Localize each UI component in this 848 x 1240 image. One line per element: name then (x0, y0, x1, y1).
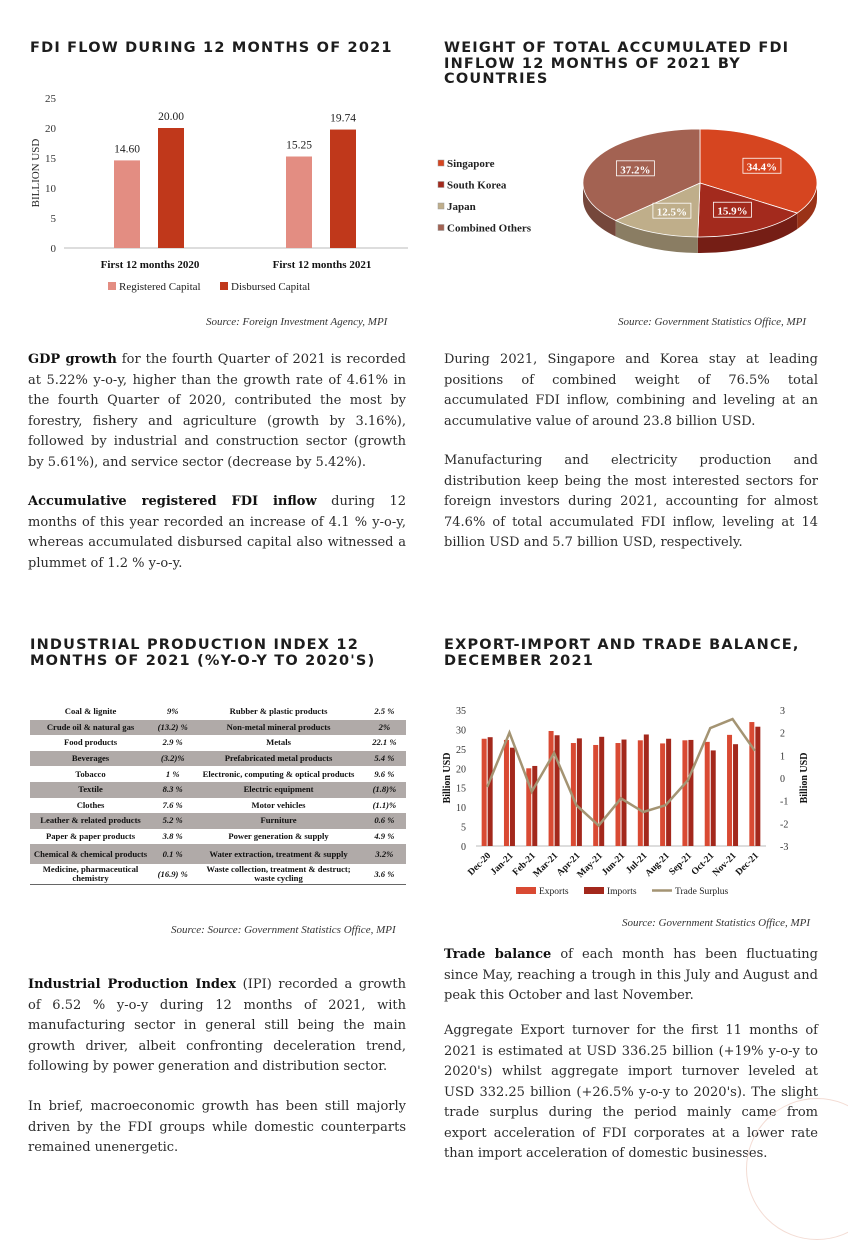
pie-legend-label: Japan (447, 201, 476, 213)
trade-y2-axis-label: Billion USD (799, 752, 810, 804)
ipi-title-line2: MONTHS OF 2021 (%Y-O-Y TO 2020'S) (30, 653, 376, 669)
trade-y2-tick-label: -2 (780, 819, 789, 831)
fdi-data-label: 20.00 (158, 111, 184, 123)
ipi-sector-name: Beverages (30, 751, 151, 767)
ipi-title-line1: INDUSTRIAL PRODUCTION INDEX 12 (30, 637, 359, 653)
trade-y-tick-label: 0 (461, 842, 466, 853)
ipi-sector-name: Food products (63, 737, 118, 748)
fdi-legend-label: Registered Capital (119, 281, 201, 293)
trade-balance-text: of each month has been fluctuating since May, reaching a trough in this July and August and peak this October and last November. (444, 947, 818, 1003)
trade-balance-bold: Trade balance (444, 947, 552, 962)
trade-x-tick-label: Nov-21 (711, 851, 739, 879)
fdi-y-tick-label: 0 (50, 243, 56, 255)
trade-y-tick-label: 10 (456, 803, 466, 815)
fdi-x-tick-label: First 12 months 2021 (272, 259, 372, 271)
trade-x-tick-label: Jun-21 (600, 851, 628, 878)
ipi-sector-name: Power generation & supply (228, 831, 329, 842)
exports-bar (482, 739, 487, 846)
fdi-flow-title: FDI FLOW DURING 12 MONTHS OF 2021 (30, 40, 393, 56)
ipi-table-row (30, 720, 406, 736)
ipi-sector-value: 8.3 % (151, 782, 194, 798)
ipi-table-row (30, 844, 406, 864)
imports-bar (644, 734, 649, 846)
gdp-growth-bold: GDP growth (28, 352, 117, 367)
gdp-text: for the fourth Quarter of 2021 is recorded at 5.22% y-o-y, higher than the growth rate of 4.61% in the fourth Quarter of 2020, contributed the most by forestry, fishery and agriculture (growth by 3.16%), followed by industrial and construction sector (growth by 5.61%), and service sector (decrease by 5.42%). (28, 352, 406, 470)
trade-x-tick-label: Aug-21 (643, 851, 672, 880)
trade-y2-tick-label: 1 (780, 751, 785, 763)
ipi-table-row (30, 751, 406, 767)
ipi-table-row (30, 735, 406, 751)
ipi-sector-value: 5.2 % (151, 813, 194, 829)
imports-bar (622, 740, 627, 846)
fdi-weight-pie-chart (430, 120, 830, 280)
ipi-sector-name: Tobacco (75, 768, 106, 779)
pie-value-label: 12.5% (656, 206, 688, 219)
fdi-bar (330, 130, 356, 248)
ipi-table-row (30, 782, 406, 798)
ipi-sector-name: Textile (30, 782, 151, 798)
ipi-sector-value: (3.2)% (151, 751, 194, 767)
exports-bar (638, 740, 643, 846)
fdi-inflow-text: during 12 months of this year recorded an increase of 4.1 % y-o-y, whereas accumulated disbursed capital also witnessed a plummet of 1.2 % y-o-y. (28, 494, 406, 571)
fdi-y-tick-label: 20 (45, 123, 56, 135)
fdi-bar (114, 160, 140, 248)
pie-legend-swatch (438, 160, 444, 166)
ipi-text: (IPI) recorded a growth of 6.52 % y-o-y during 12 months of 2021, with manufacturing sector in general still being the main growth driver, albeit confronting deceleration trend, following by power generation and distribution sector. (28, 977, 406, 1074)
trade-x-tick-label: Apr-21 (555, 851, 583, 879)
ipi-sector-value: (13.2) % (151, 720, 194, 736)
ipi-sector-value: 9% (166, 706, 179, 717)
ipi-sector-name: Paper & paper products (46, 831, 136, 842)
ipi-sector-value: 2.5 % (374, 706, 395, 717)
singapore-korea-paragraph: During 2021, Singapore and Korea stay at leading positions of combined weight of 76.5% total accumulated FDI inflow, combining and leveling at an accumulative value of around 23.8 billion USD. (444, 352, 818, 429)
ipi-sector-name: Non-metal mineral products (194, 720, 362, 736)
manufacturing-paragraph: Manufacturing and electricity production and distribution keep being the most interested sectors for foreign investors during 2021, accounting for almost 74.6% of total accumulated FDI inflow, leveling at 14 billion USD and 5.7 billion USD, respectively. (444, 453, 818, 550)
trade-y-tick-label: 15 (456, 783, 466, 795)
trade-x-tick-label: Mar-21 (531, 851, 561, 880)
ipi-sector-value: 4.9 % (374, 831, 395, 842)
ipi-sector-name: Electronic, computing & optical products (202, 768, 355, 779)
ipi-paragraph (28, 975, 406, 1078)
fdi-legend-swatch (108, 282, 116, 290)
fdi-flow-chart (28, 85, 412, 305)
ipi-bold: Industrial Production Index (28, 977, 237, 992)
fdi-bar (286, 157, 312, 249)
exports-bar (549, 731, 554, 846)
fdi-data-label: 14.60 (114, 143, 140, 156)
weight-title-line1: WEIGHT OF TOTAL ACCUMULATED FDI (444, 40, 790, 56)
exports-bar (727, 735, 732, 846)
ipi-sector-value: (16.9) % (151, 864, 194, 885)
ipi-sector-name: Coal & lignite (64, 706, 117, 717)
trade-y-tick-label: 20 (456, 764, 466, 776)
exports-bar (682, 740, 687, 846)
ipi-source: Source: Source: Government Statistics Office, MPI (171, 924, 396, 936)
fdi-y-tick-label: 5 (50, 213, 56, 225)
ipi-sector-name: Crude oil & natural gas (30, 720, 151, 736)
trade-x-tick-label: Dec-20 (466, 851, 494, 878)
fdi-y-tick-label: 25 (45, 93, 56, 105)
pie-legend-swatch (438, 225, 444, 231)
trade-legend-label: Trade Surplus (675, 887, 729, 897)
exports-bar (616, 743, 621, 846)
ipi-sector-value: 3.8 % (162, 831, 183, 842)
exports-bar (749, 722, 754, 846)
imports-bar (733, 744, 738, 846)
ipi-sector-value: 2% (363, 720, 406, 736)
ipi-sector-value: 7.6 % (162, 799, 183, 810)
pie-value-label: 15.9% (717, 205, 748, 218)
pie-legend-label: Combined Others (447, 222, 532, 235)
ipi-sector-name: Clothes (76, 799, 105, 810)
imports-bar (666, 739, 671, 846)
trade-balance-chart (436, 698, 818, 908)
ipi-sector-value: (1.8)% (363, 782, 406, 798)
trade-title-line2: DECEMBER 2021 (444, 653, 595, 669)
fdi-y-tick-label: 15 (45, 153, 56, 165)
fdi-inflow-paragraph (28, 492, 406, 574)
trade-y-tick-label: 30 (456, 725, 466, 737)
ipi-table-row (30, 704, 406, 720)
imports-bar (510, 748, 515, 846)
exports-bar (504, 740, 509, 846)
weight-source: Source: Government Statistics Office, MPI (618, 316, 807, 328)
fdi-source: Source: Foreign Investment Agency, MPI (206, 316, 388, 328)
ipi-sector-name: Water extraction, treatment & supply (194, 844, 362, 864)
ipi-sector-value: 22.1 % (372, 737, 397, 748)
trade-x-tick-label: Sep-21 (667, 851, 695, 878)
trade-legend-swatch (516, 887, 536, 894)
trade-y2-tick-label: -3 (780, 842, 789, 853)
trade-x-tick-label: May-21 (575, 851, 605, 881)
trade-legend-label: Imports (607, 887, 637, 897)
pie-legend-label: Singapore (447, 158, 495, 170)
ipi-sector-name: Waste collection, treatment & destruct; waste cycling (194, 864, 362, 885)
pie-value-label: 37.2% (620, 164, 651, 177)
trade-y2-tick-label: 3 (780, 706, 785, 717)
ipi-sector-value: 0.6 % (363, 813, 406, 829)
exports-bar (593, 745, 598, 846)
fdi-bar (158, 128, 184, 248)
imports-bar (711, 750, 716, 846)
fdi-inflow-bold: Accumulative registered FDI inflow (28, 494, 317, 509)
ipi-sector-name: Chemical & chemical products (30, 844, 151, 864)
trade-legend-swatch (584, 887, 604, 894)
ipi-sector-name: Furniture (194, 813, 362, 829)
trade-title-line1: EXPORT-IMPORT AND TRADE BALANCE, (444, 637, 800, 653)
imports-bar (755, 727, 760, 846)
trade-y-tick-label: 5 (461, 822, 466, 834)
pie-legend-swatch (438, 182, 444, 188)
fdi-y-tick-label: 10 (45, 183, 56, 195)
ipi-table-row (30, 798, 406, 814)
trade-y2-tick-label: 2 (780, 728, 785, 740)
ipi-sector-value: 0.1 % (151, 844, 194, 864)
ipi-sector-value: 3.6 % (363, 864, 406, 885)
ipi-sector-value: (1.1)% (372, 799, 397, 810)
exports-bar (660, 743, 665, 846)
trade-balance-paragraph (444, 945, 818, 1007)
imports-bar (488, 737, 493, 846)
trade-x-tick-label: Feb-21 (511, 851, 538, 878)
trade-y-tick-label: 25 (456, 744, 466, 756)
trade-x-tick-label: Jan-21 (489, 851, 516, 878)
imports-bar (688, 740, 693, 846)
fdi-legend-label: Disbursed Capital (231, 281, 311, 293)
trade-x-tick-label: Jul-21 (624, 851, 650, 877)
trade-y2-tick-label: 0 (780, 774, 785, 785)
ipi-sector-value: 9.6 % (374, 768, 395, 779)
fdi-y-axis-label: BILLION USD (30, 138, 42, 208)
ipi-sector-name: Metals (266, 737, 291, 748)
ipi-sector-name: Medicine, pharmaceutical chemistry (30, 864, 151, 885)
trade-x-tick-label: Dec-21 (734, 851, 761, 878)
imports-bar (577, 738, 582, 846)
pie-value-label: 34.4% (746, 161, 778, 174)
ipi-sector-value: 2.9 % (162, 737, 183, 748)
imports-bar (599, 737, 604, 846)
fdi-legend-swatch (220, 282, 228, 290)
exports-bar (705, 742, 710, 846)
ipi-sector-name: Prefabricated metal products (194, 751, 362, 767)
ipi-table-row (30, 813, 406, 829)
gdp-paragraph (28, 350, 406, 473)
trade-x-tick-label: Oct-21 (689, 851, 717, 878)
trade-y-axis-label: Billion USD (442, 752, 453, 804)
fdi-x-tick-label: First 12 months 2020 (100, 259, 200, 271)
pie-legend-label: South Korea (447, 179, 507, 192)
brief-paragraph: In brief, macroeconomic growth has been still majorly driven by the FDI groups while domestic counterparts remained unenergetic. (28, 1099, 406, 1155)
ipi-table (30, 704, 406, 885)
trade-legend-label: Exports (539, 887, 569, 897)
ipi-sector-name: Electric equipment (194, 782, 362, 798)
imports-bar (532, 766, 537, 846)
weight-title-line2: INFLOW 12 MONTHS OF 2021 BY COUNTRIES (444, 56, 742, 87)
ipi-sector-name: Rubber & plastic products (229, 706, 328, 717)
fdi-data-label: 15.25 (286, 139, 312, 152)
trade-source: Source: Government Statistics Office, MPI (622, 917, 811, 929)
ipi-sector-value: 1 % (165, 768, 180, 779)
ipi-sector-value: 3.2% (363, 844, 406, 864)
ipi-sector-value: 5.4 % (363, 751, 406, 767)
ipi-table-row (30, 766, 406, 782)
pie-legend-swatch (438, 203, 444, 209)
ipi-sector-name: Motor vehicles (251, 799, 306, 810)
trade-y2-tick-label: -1 (780, 796, 789, 808)
imports-bar (555, 735, 560, 846)
ipi-table-row (30, 864, 406, 885)
fdi-data-label: 19.74 (330, 112, 356, 125)
ipi-sector-name: Leather & related products (30, 813, 151, 829)
trade-y-tick-label: 35 (456, 706, 466, 717)
export-turnover-paragraph: Aggregate Export turnover for the first 11 months of 2021 is estimated at USD 336.25 billion (+19% y-o-y to 2020's) whilst aggregate import turnover leveled at USD 332.25 billion (+26.5% y-o-y to 2020's). The slight trade surplus during the period mainly came from export acceleration of FDI corporates at a lower rate than import acceleration of domestic businesses. (444, 1023, 818, 1161)
ipi-table-row (30, 829, 406, 845)
